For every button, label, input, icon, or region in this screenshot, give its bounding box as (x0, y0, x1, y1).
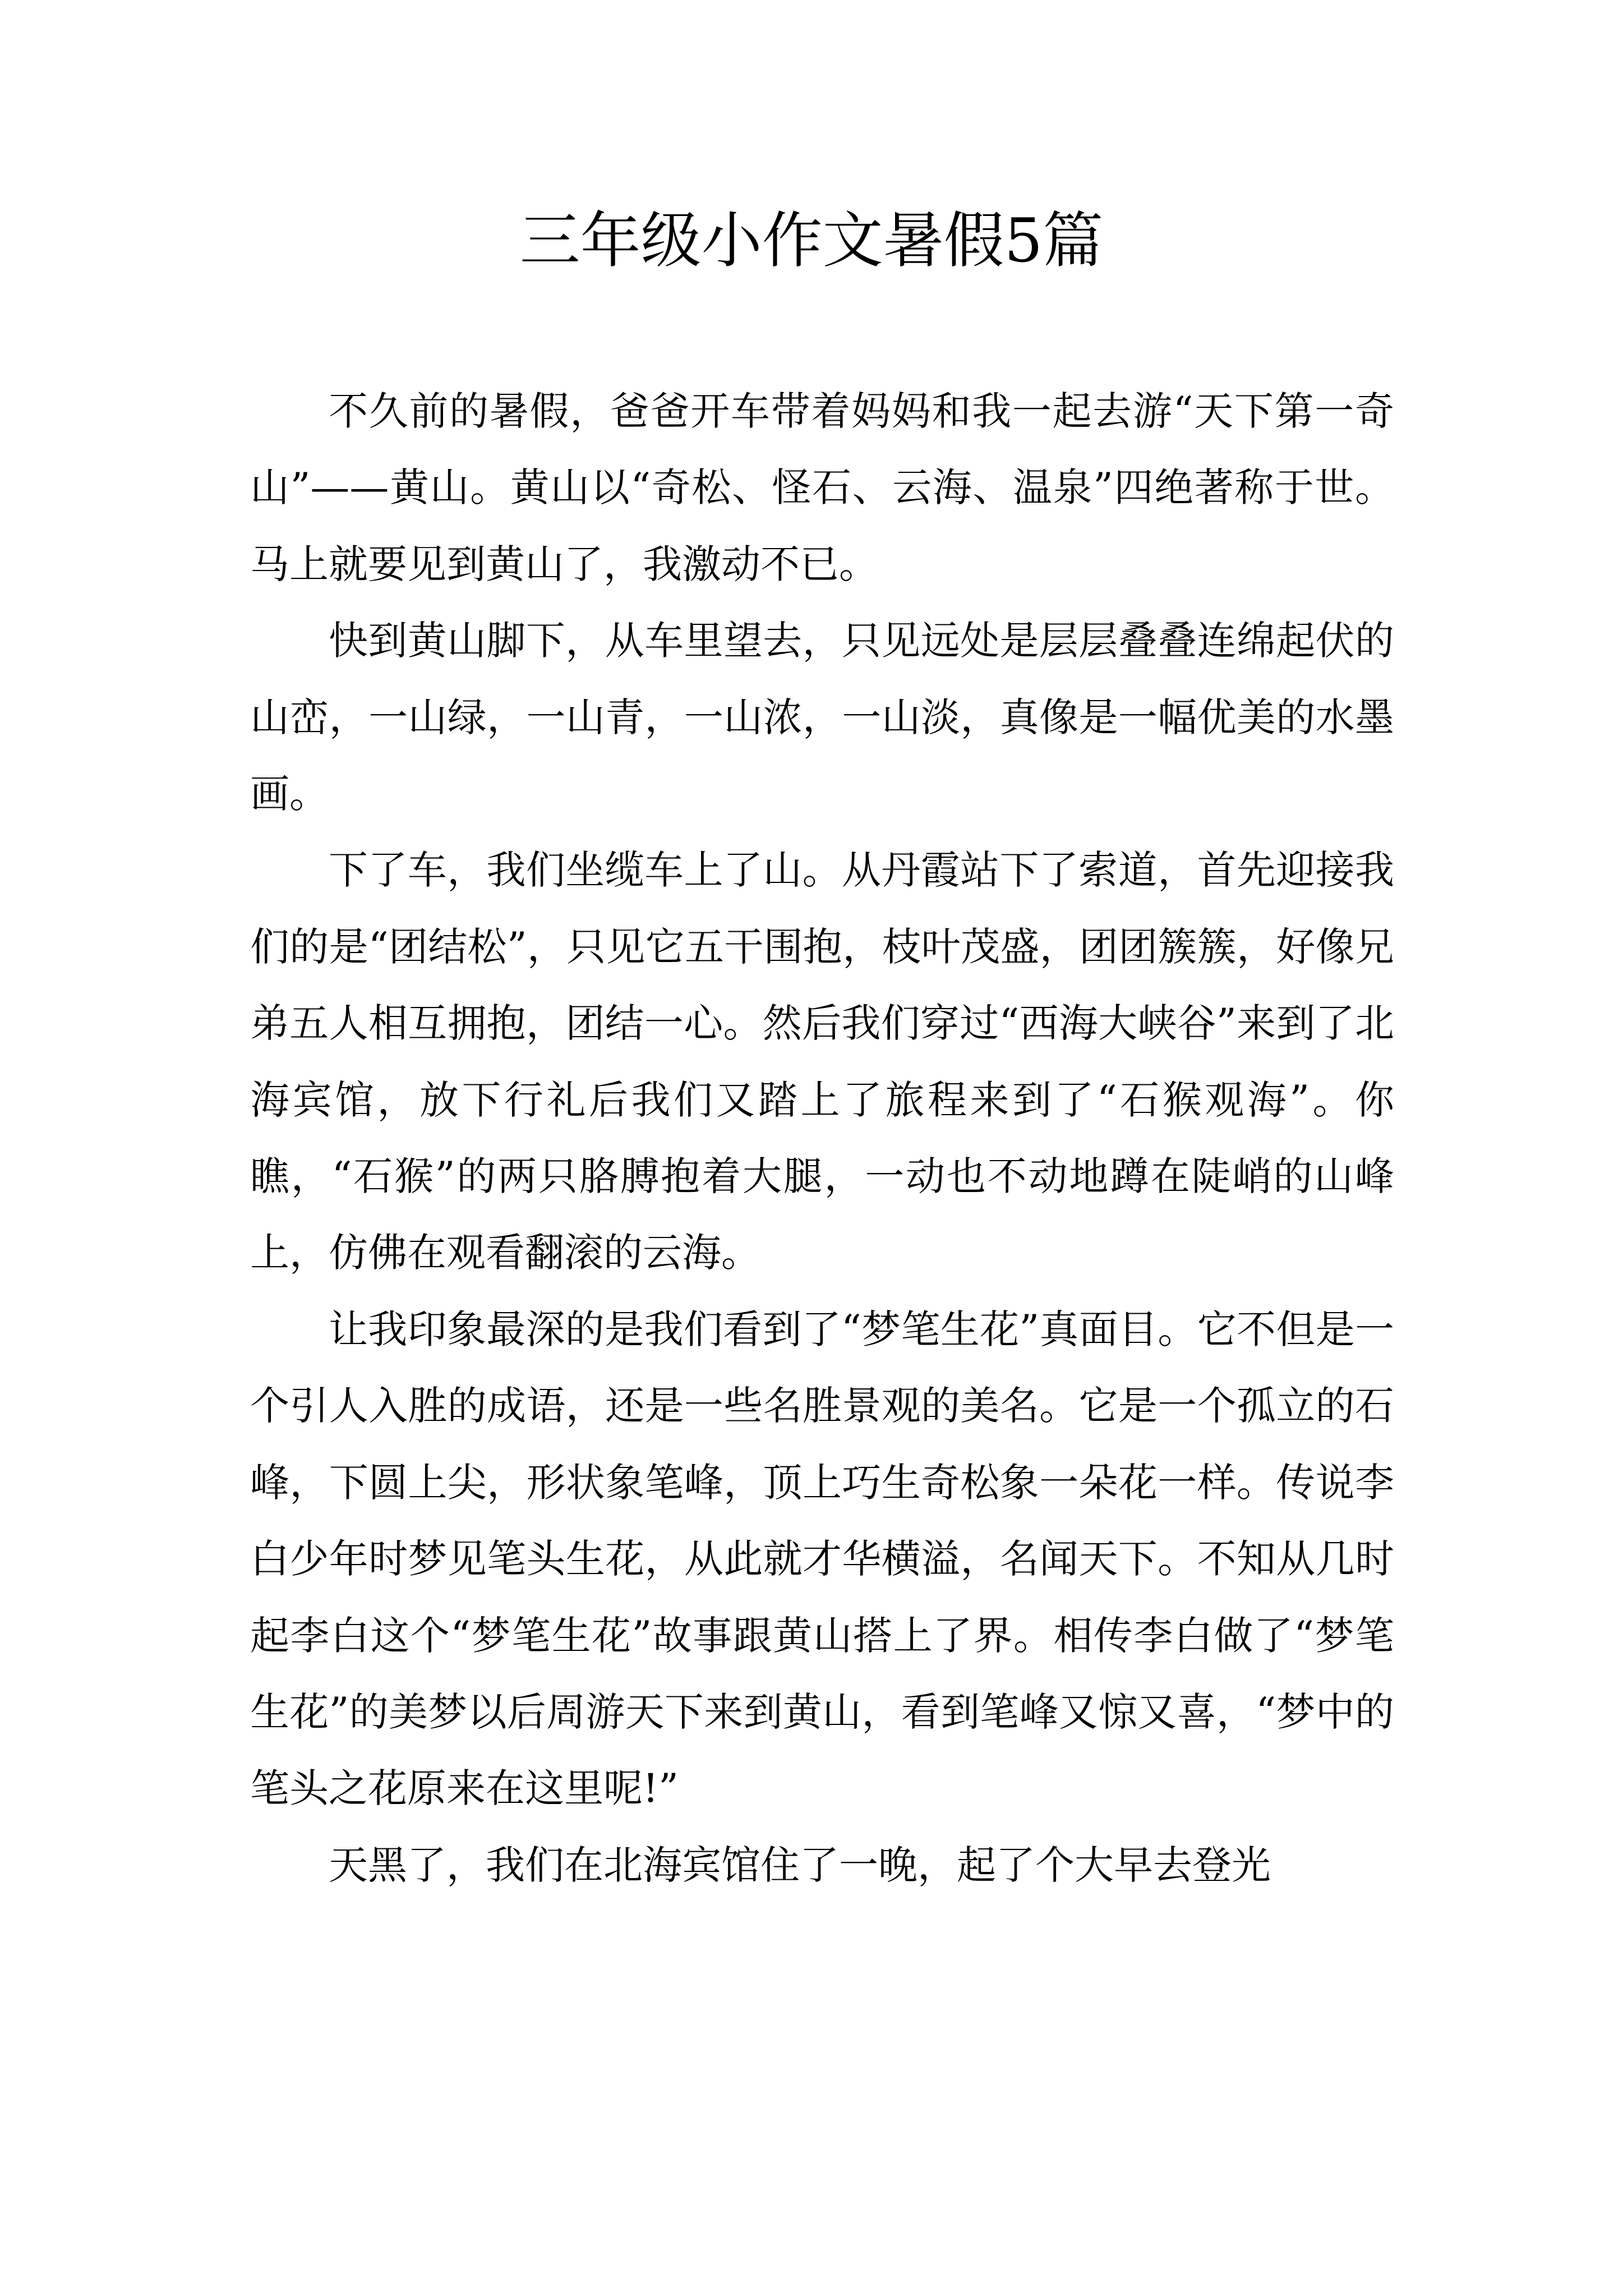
paragraph-1: 不久前的暑假，爸爸开车带着妈妈和我一起去游“天下第一奇山”——黄山。黄山以“奇松、怪石、云海、温泉”四绝著称于世。马上就要见到黄山了，我激动不已。 (250, 388, 1394, 587)
document-title: 三年级小作文暑假5篇 (519, 206, 1104, 276)
paragraph-4: 让我印象最深的是我们看到了“梦笔生花”真面目。它不但是一个引人入胜的成语，还是一些名胜景观的美名。它是一个孤立的石峰，下圆上尖，形状象笔峰，顶上巧生奇松象一朵花一样。传说李白少年时梦见笔头生花，从此就才华横溢，名闻天下。不知从几时起李白这个“梦笔生花”故事跟黄山搭上了界。相传李白做了“梦笔生花”的美梦以后周游天下来到黄山，看到笔峰又惊又喜，“梦中的笔头之花原来在这里呢!” (250, 1306, 1394, 1812)
paragraph-5: 天黑了，我们在北海宾馆住了一晚，起了个大早去登光 (329, 1842, 1271, 1888)
document-body (250, 373, 1394, 1903)
paragraph-2: 快到黄山脚下，从车里望去，只见远处是层层叠叠连绵起伏的山峦，一山绿，一山青，一山浓，一山淡，真像是一幅优美的水墨画。 (250, 618, 1394, 817)
paragraph-3: 下了车，我们坐缆车上了山。从丹霞站下了索道，首先迎接我们的是“团结松”，只见它五干围抱，枝叶茂盛，团团簇簇，好像兄弟五人相互拥抱，团结一心。然后我们穿过“西海大峡谷”来到了北海宾馆，放下行礼后我们又踏上了旅程来到了“石猴观海”。你瞧，“石猴”的两只胳膊抱着大腿，一动也不动地蹲在陡峭的山峰上，仿佛在观看翻滚的云海。 (250, 847, 1394, 1276)
